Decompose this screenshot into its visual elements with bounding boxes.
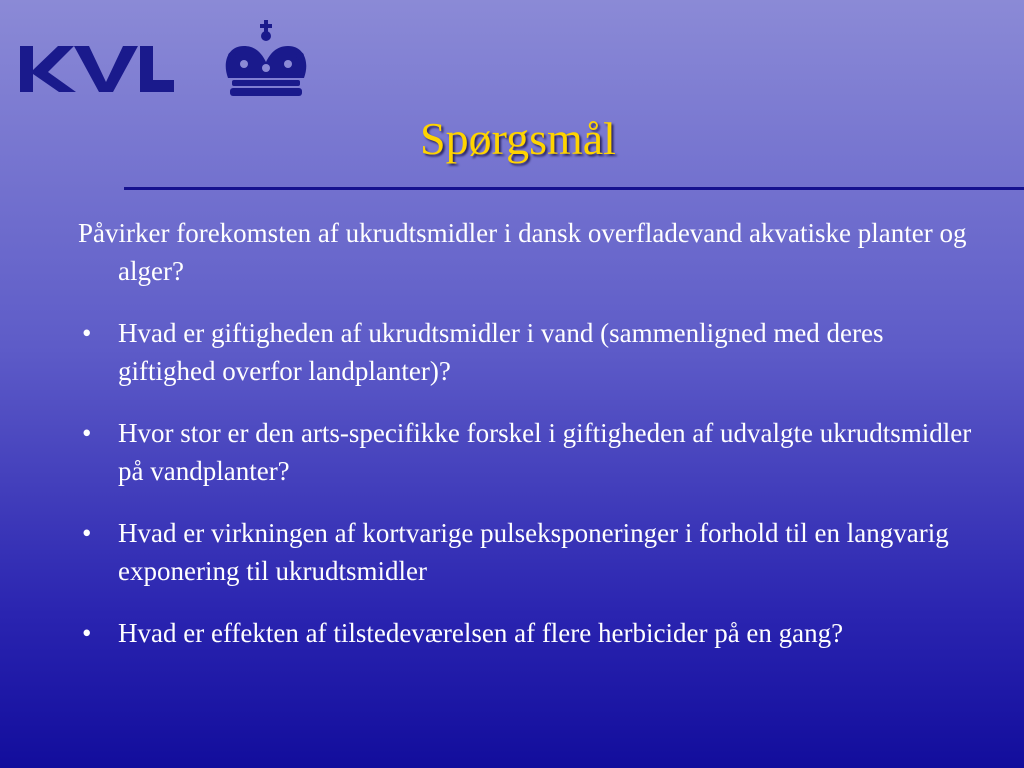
- kvl-logo: [18, 18, 328, 100]
- bullet-text: Hvad er effekten af tilstedeværelsen af flere herbicider på en gang?: [118, 618, 844, 648]
- kvl-logo-letters: [20, 46, 174, 92]
- slide-title: Spørgsmål: [420, 113, 616, 164]
- bullet-item: [78, 514, 978, 590]
- crown-icon: [226, 20, 307, 96]
- bullet-marker: •: [82, 318, 92, 348]
- slide-body: [78, 214, 978, 676]
- bullet-text: Hvad er giftigheden af ukrudtsmidler i vand (sammenligned med deres giftighed overfor landplanter)?: [118, 318, 884, 386]
- title-divider: [124, 187, 1024, 190]
- bullet-item: [78, 614, 978, 652]
- bullet-marker: •: [82, 618, 92, 648]
- intro-question: Påvirker forekomsten af ukrudtsmidler i dansk overfladevand akvatiske planter og alger?: [78, 218, 967, 286]
- bullet-marker: •: [82, 518, 92, 548]
- bullet-text: Hvor stor er den arts-specifikke forskel i giftigheden af udvalgte ukrudtsmidler på vandplanter?: [118, 418, 972, 486]
- bullet-item: [78, 314, 978, 390]
- bullet-marker: •: [82, 418, 92, 448]
- bullet-item: [78, 414, 978, 490]
- bullet-text: Hvad er virkningen af kortvarige pulseksponeringer i forhold til en langvarig exponering til ukrudtsmidler: [118, 518, 949, 586]
